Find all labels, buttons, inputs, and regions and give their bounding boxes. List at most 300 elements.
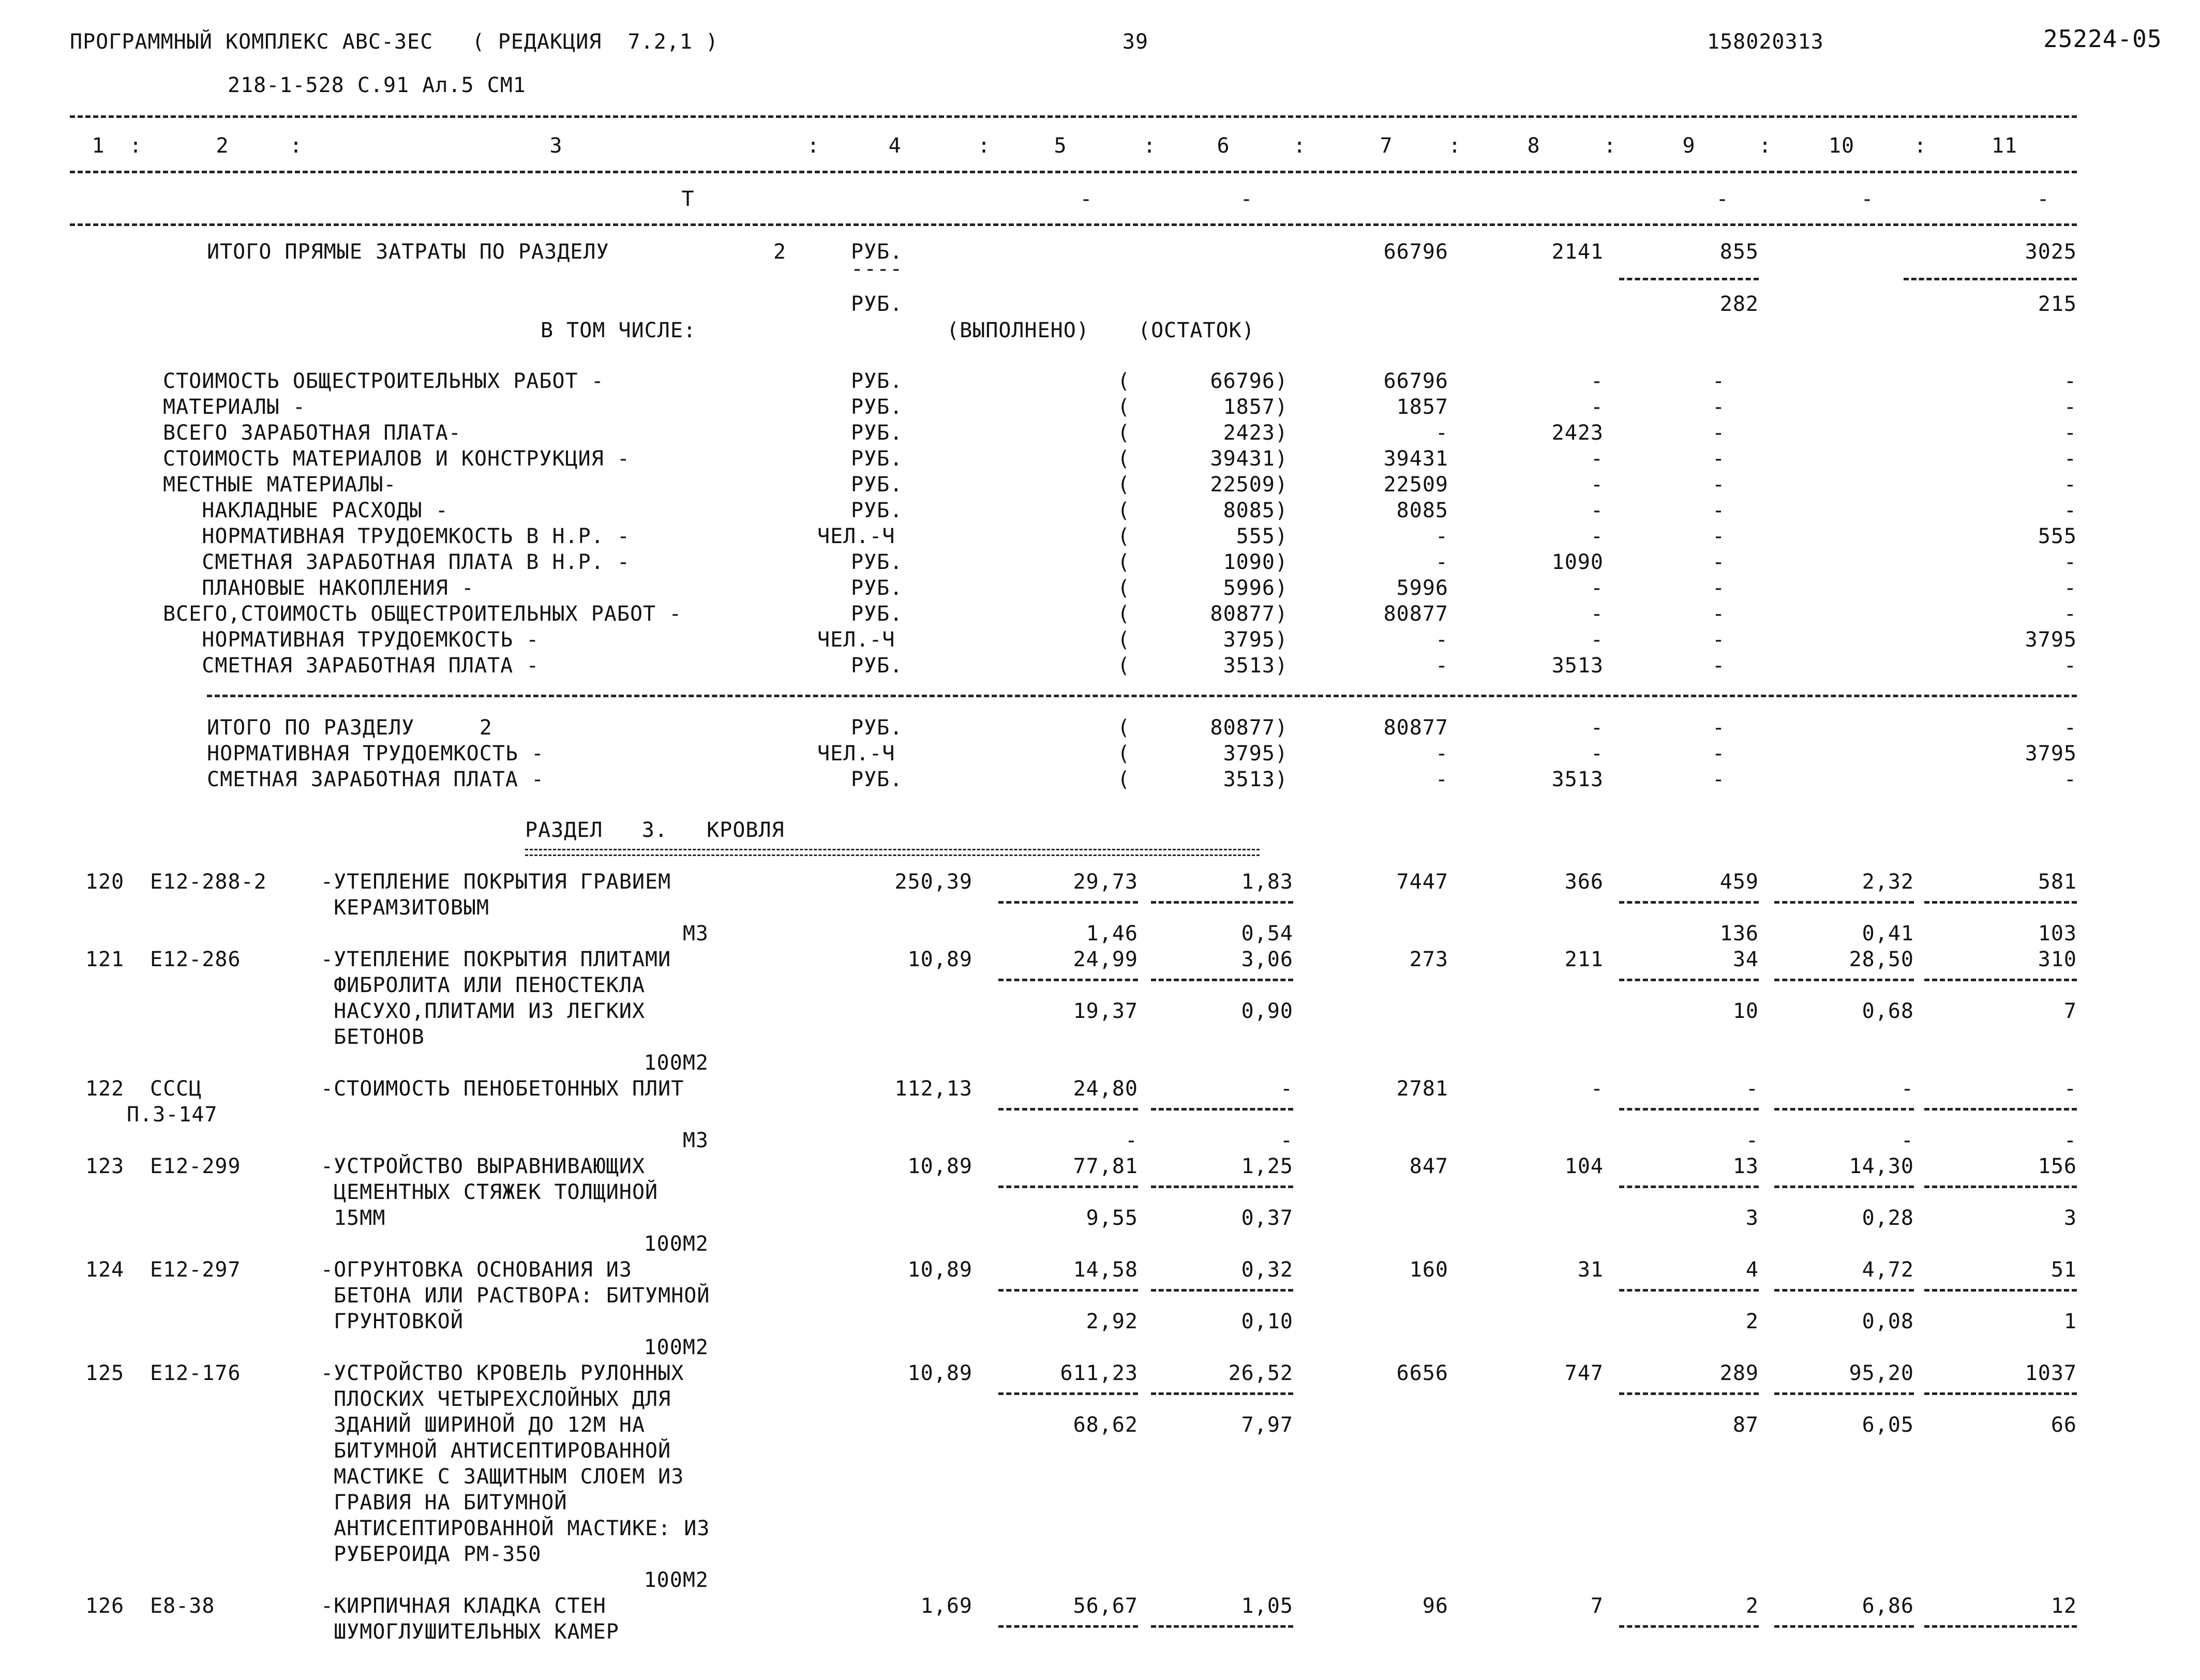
row-c7: -: [1435, 654, 1448, 678]
row-c11: -: [2063, 654, 2077, 678]
row-unit: РУБ.: [851, 576, 903, 600]
item-number: 125: [85, 1361, 125, 1385]
row-paren: (: [1117, 628, 1131, 652]
column-number: 3: [549, 134, 563, 158]
item-c7: 6656: [1396, 1361, 1448, 1385]
row-rest: 1857): [1223, 395, 1288, 419]
row-c8: -: [1590, 602, 1604, 626]
row-c9: -: [1712, 628, 1726, 652]
item-description: ЦЕМЕНТНЫХ СТЯЖЕК ТОЛЩИНОЙ: [321, 1180, 658, 1204]
rule: [1151, 1186, 1293, 1188]
row-unit: ЧЕЛ.-Ч: [817, 524, 895, 548]
item-description: БЕТОНОВ: [321, 1025, 425, 1049]
row-label: НАКЛАДНЫЕ РАСХОДЫ -: [163, 499, 448, 522]
row-unit: РУБ.: [851, 654, 903, 678]
program-header: ПРОГРАММНЫЙ КОМПЛЕКС АВС-3ЕС ( РЕДАКЦИЯ 7.2,1 ): [70, 30, 719, 54]
row-c11: -: [2063, 768, 2077, 791]
column-separator: :: [978, 134, 991, 158]
row-c11: 3795: [2025, 742, 2077, 766]
item-c6: -: [1280, 1077, 1293, 1101]
rule: [998, 1108, 1138, 1111]
item-quantity: 10,89: [907, 1154, 972, 1178]
item-c9: 289: [1719, 1361, 1759, 1385]
row-c8: -: [1590, 628, 1604, 652]
row-c7: 80877: [1383, 602, 1448, 626]
row-rest: 22509): [1210, 473, 1288, 497]
rule: [998, 1289, 1138, 1292]
item-c11: 51: [2051, 1258, 2077, 1282]
item-unit: 100М2: [643, 1568, 709, 1592]
rule: [998, 1392, 1138, 1395]
item-unit: М3: [682, 1129, 709, 1152]
item-description: ПЛОСКИХ ЧЕТЫРЕХСЛОЙНЫХ ДЛЯ: [321, 1387, 671, 1411]
item-code: СССЦ: [150, 1077, 202, 1101]
row-c8: -: [1590, 447, 1604, 471]
rule: [1924, 1625, 2077, 1628]
item-c10-secondary: 0,08: [1862, 1310, 1914, 1333]
type-mark-dash: -: [2037, 187, 2050, 211]
item-number: 122: [85, 1077, 125, 1101]
item-c11-secondary: 103: [2038, 922, 2077, 946]
row-c7: -: [1435, 421, 1448, 445]
rule: [1151, 1392, 1293, 1395]
row-rest: 555): [1236, 524, 1288, 548]
row-label: НОРМАТИВНАЯ ТРУДОЕМКОСТЬ -: [207, 742, 545, 766]
column-number: 9: [1682, 134, 1696, 158]
item-c11-secondary: -: [2063, 1129, 2077, 1152]
item-c6-secondary: 0,54: [1241, 922, 1293, 946]
column-separator: :: [1143, 134, 1157, 158]
column-separator: :: [1914, 134, 1927, 158]
row-c8: 3513: [1551, 654, 1604, 678]
item-c5: 14,58: [1073, 1258, 1138, 1282]
row-c9: -: [1712, 550, 1726, 574]
row-c8: -: [1590, 742, 1604, 766]
rule: [1774, 979, 1914, 981]
totals-unit-separator: ----: [851, 257, 903, 281]
item-c5-secondary: -: [1125, 1129, 1138, 1152]
row-rest: 3513): [1223, 654, 1288, 678]
totals-section: 2: [773, 240, 787, 264]
item-c5: 24,80: [1073, 1077, 1138, 1101]
item-c11-secondary: 3: [2063, 1206, 2077, 1230]
row-c9: -: [1712, 768, 1726, 791]
column-number: 5: [1054, 134, 1067, 158]
item-description: -УСТРОЙСТВО ВЫРАВНИВАЮЩИХ: [321, 1154, 646, 1178]
item-unit: 100М2: [643, 1336, 709, 1359]
item-c6-secondary: 0,90: [1241, 999, 1293, 1023]
item-number: 124: [85, 1258, 125, 1282]
row-c11: -: [2063, 369, 2077, 393]
item-number: 123: [85, 1154, 125, 1178]
document-subtitle: 218-1-528 С.91 Ал.5 СМ1: [228, 73, 526, 97]
row-label: СМЕТНАЯ ЗАРАБОТНАЯ ПЛАТА -: [163, 654, 540, 678]
rule: [1619, 1289, 1759, 1292]
item-quantity: 10,89: [907, 1258, 972, 1282]
row-paren: (: [1117, 654, 1131, 678]
row-c9: -: [1712, 369, 1726, 393]
item-number: 120: [85, 870, 125, 894]
item-description: ШУМОГЛУШИТЕЛЬНЫХ КАМЕР: [321, 1620, 619, 1644]
row-label: СМЕТНАЯ ЗАРАБОТНАЯ ПЛАТА В Н.Р. -: [163, 550, 630, 574]
row-c9: -: [1712, 654, 1726, 678]
rule: [1619, 1625, 1759, 1628]
item-c11: -: [2063, 1077, 2077, 1101]
column-number: 7: [1380, 134, 1393, 158]
rule: [1151, 1625, 1293, 1628]
item-c5: 24,99: [1073, 948, 1138, 971]
rule: [1924, 979, 2077, 981]
item-c8: 104: [1564, 1154, 1604, 1178]
row-paren: (: [1117, 602, 1131, 626]
row-c8: -: [1590, 473, 1604, 497]
row-c7: 22509: [1383, 473, 1448, 497]
document-number: 158020313: [1707, 30, 1824, 54]
item-description: МАСТИКЕ С ЗАЩИТНЫМ СЛОЕМ ИЗ: [321, 1465, 684, 1489]
rule: [998, 979, 1138, 981]
row-c11: -: [2063, 602, 2077, 626]
rule: [70, 115, 2077, 118]
row-paren: (: [1117, 473, 1131, 497]
section-underline: [525, 849, 1260, 856]
row-label: МЕСТНЫЕ МАТЕРИАЛЫ-: [163, 473, 397, 497]
item-c9: 2: [1745, 1594, 1759, 1618]
item-c5-secondary: 9,55: [1086, 1206, 1138, 1230]
item-description: АНТИСЕПТИРОВАННОЙ МАСТИКЕ: ИЗ: [321, 1517, 710, 1540]
rule: [1619, 1108, 1759, 1111]
rule: [1619, 278, 1759, 280]
totals-c8: 2141: [1551, 240, 1604, 264]
row-c11: -: [2063, 550, 2077, 574]
row-rest: 8085): [1223, 499, 1288, 522]
row-unit: РУБ.: [851, 602, 903, 626]
column-number: 1: [92, 134, 105, 158]
row-unit: РУБ.: [851, 395, 903, 419]
item-c9-secondary: 10: [1732, 999, 1759, 1023]
item-unit: 100М2: [643, 1232, 709, 1256]
item-c6-secondary: 0,10: [1241, 1310, 1293, 1333]
item-quantity: 1,69: [920, 1594, 972, 1618]
rule: [1774, 1392, 1914, 1395]
item-code: Е8-38: [150, 1594, 215, 1618]
row-c9: -: [1712, 421, 1726, 445]
item-quantity: 250,39: [894, 870, 972, 894]
item-code: Е12-299: [150, 1154, 241, 1178]
row-rest: 2423): [1223, 421, 1288, 445]
column-separator: :: [129, 134, 143, 158]
type-mark-dash: -: [1080, 187, 1093, 211]
row-unit: РУБ.: [851, 716, 903, 740]
item-quantity: 112,13: [894, 1077, 972, 1101]
row-label: ВСЕГО,СТОИМОСТЬ ОБЩЕСТРОИТЕЛЬНЫХ РАБОТ -: [163, 602, 682, 626]
row-c11: -: [2063, 716, 2077, 740]
item-c7: 96: [1422, 1594, 1448, 1618]
item-description: ЗДАНИЙ ШИРИНОЙ ДО 12М НА: [321, 1413, 646, 1437]
row-paren: (: [1117, 499, 1131, 522]
rule: [1619, 1392, 1759, 1395]
row-rest: 80877): [1210, 716, 1288, 740]
item-c11: 156: [2038, 1154, 2077, 1178]
item-description: -КИРПИЧНАЯ КЛАДКА СТЕН: [321, 1594, 606, 1618]
page-number: 39: [1122, 30, 1149, 54]
item-description: -УТЕПЛЕНИЕ ПОКРЫТИЯ ПЛИТАМИ: [321, 948, 671, 971]
row-c7: 5996: [1396, 576, 1448, 600]
item-c10: 14,30: [1849, 1154, 1914, 1178]
row-label: МАТЕРИАЛЫ -: [163, 395, 306, 419]
rule: [70, 223, 2077, 226]
item-c11-secondary: 1: [2063, 1310, 2077, 1333]
row-unit: ЧЕЛ.-Ч: [817, 742, 895, 766]
rule: [1774, 1625, 1914, 1628]
row-c8: 1090: [1551, 550, 1604, 574]
item-unit: 100М2: [643, 1051, 709, 1075]
row-label: СТОИМОСТЬ ОБЩЕСТРОИТЕЛЬНЫХ РАБОТ -: [163, 369, 604, 393]
rule: [1619, 1186, 1759, 1188]
row-paren: (: [1117, 576, 1131, 600]
item-number: 121: [85, 948, 125, 971]
row-paren: (: [1117, 716, 1131, 740]
row-paren: (: [1117, 550, 1131, 574]
item-c5: 29,73: [1073, 870, 1138, 894]
item-description: 15ММ: [321, 1206, 386, 1230]
item-c11: 12: [2051, 1594, 2077, 1618]
item-code: Е12-297: [150, 1258, 241, 1282]
rule: [1151, 901, 1293, 904]
document-code: 25224-05: [2043, 25, 2162, 53]
row-c11: -: [2063, 447, 2077, 471]
row-rest: 3513): [1223, 768, 1288, 791]
type-mark-dash: -: [1240, 187, 1253, 211]
row-c8: -: [1590, 576, 1604, 600]
row-label: СМЕТНАЯ ЗАРАБОТНАЯ ПЛАТА -: [207, 768, 545, 791]
row-c11: -: [2063, 576, 2077, 600]
rule: [998, 1186, 1138, 1188]
rule: [1904, 278, 2077, 280]
rule: [1924, 1392, 2077, 1395]
item-c9-secondary: 2: [1745, 1310, 1759, 1333]
rule: [1774, 1186, 1914, 1188]
column-separator: :: [1759, 134, 1772, 158]
totals-unit: РУБ.: [851, 240, 903, 264]
item-description: КЕРАМЗИТОВЫМ: [321, 896, 490, 920]
column-number: 6: [1217, 134, 1230, 158]
item-code: Е12-288-2: [150, 870, 267, 894]
row-c9: -: [1712, 716, 1726, 740]
row-c7: 39431: [1383, 447, 1448, 471]
rule: [1619, 901, 1759, 904]
item-c10: 95,20: [1849, 1361, 1914, 1385]
item-c5-secondary: 68,62: [1073, 1413, 1138, 1437]
item-code-2: П.3-147: [127, 1103, 218, 1127]
totals-c11-bottom: 215: [2038, 292, 2077, 316]
row-c9: -: [1712, 524, 1726, 548]
item-c8: 747: [1564, 1361, 1604, 1385]
row-unit: РУБ.: [851, 550, 903, 574]
row-c7: -: [1435, 550, 1448, 574]
row-paren: (: [1117, 742, 1131, 766]
item-c11: 581: [2038, 870, 2077, 894]
type-mark-dash: -: [1861, 187, 1874, 211]
item-description: -ОГРУНТОВКА ОСНОВАНИЯ ИЗ: [321, 1258, 632, 1282]
row-c8: 2423: [1551, 421, 1604, 445]
row-paren: (: [1117, 447, 1131, 471]
item-description: БЕТОНА ИЛИ РАСТВОРА: БИТУМНОЙ: [321, 1284, 710, 1308]
row-rest: 3795): [1223, 742, 1288, 766]
item-c7: 7447: [1396, 870, 1448, 894]
item-c10: 6,86: [1862, 1594, 1914, 1618]
item-c9-secondary: 136: [1719, 922, 1759, 946]
rule: [70, 171, 2077, 173]
item-c9-secondary: -: [1745, 1129, 1759, 1152]
rule: [998, 901, 1138, 904]
item-description: -УСТРОЙСТВО КРОВЕЛЬ РУЛОННЫХ: [321, 1361, 684, 1385]
row-c11: 3795: [2025, 628, 2077, 652]
item-c11: 1037: [2025, 1361, 2077, 1385]
item-c9-secondary: 87: [1732, 1413, 1759, 1437]
column-separator: :: [1448, 134, 1462, 158]
row-c8: -: [1590, 499, 1604, 522]
row-c9: -: [1712, 473, 1726, 497]
rule: [207, 695, 2077, 697]
type-mark: Т: [681, 187, 695, 211]
row-rest: 80877): [1210, 602, 1288, 626]
totals-c11: 3025: [2025, 240, 2077, 264]
row-c8: -: [1590, 524, 1604, 548]
item-c10: 2,32: [1862, 870, 1914, 894]
item-description: ФИБРОЛИТА ИЛИ ПЕНОСТЕКЛА: [321, 973, 646, 997]
row-c8: -: [1590, 716, 1604, 740]
item-c9: 4: [1745, 1258, 1759, 1282]
item-code: Е12-176: [150, 1361, 241, 1385]
totals-c7: 66796: [1383, 240, 1448, 264]
column-separator: :: [1604, 134, 1617, 158]
row-unit: РУБ.: [851, 473, 903, 497]
row-c11: 555: [2038, 524, 2077, 548]
row-c7: 8085: [1396, 499, 1448, 522]
row-c7: 1857: [1396, 395, 1448, 419]
item-c5-secondary: 19,37: [1073, 999, 1138, 1023]
row-label: СТОИМОСТЬ МАТЕРИАЛОВ И КОНСТРУКЦИЯ -: [163, 447, 630, 471]
row-c7: 66796: [1383, 369, 1448, 393]
rule: [1774, 1108, 1914, 1111]
item-c5-secondary: 1,46: [1086, 922, 1138, 946]
totals-unit-2: РУБ.: [851, 292, 903, 316]
rule: [1924, 1289, 2077, 1292]
row-label: ВСЕГО ЗАРАБОТНАЯ ПЛАТА-: [163, 421, 461, 445]
totals-c9-bottom: 282: [1719, 292, 1759, 316]
column-separator: :: [1293, 134, 1307, 158]
rule: [998, 1625, 1138, 1628]
item-c8: 31: [1577, 1258, 1604, 1282]
item-c6: 1,05: [1241, 1594, 1293, 1618]
column-number: 8: [1527, 134, 1540, 158]
item-description: ГРУНТОВКОЙ: [321, 1310, 463, 1333]
item-c9: 34: [1732, 948, 1759, 971]
row-c7: 80877: [1383, 716, 1448, 740]
item-c7: 847: [1409, 1154, 1448, 1178]
item-c6: 3,06: [1241, 948, 1293, 971]
item-c8: -: [1590, 1077, 1604, 1101]
rule: [1924, 1108, 2077, 1111]
done-label: (ВЫПОЛНЕНО): [947, 319, 1089, 342]
item-c5: 77,81: [1073, 1154, 1138, 1178]
row-unit: РУБ.: [851, 768, 903, 791]
row-label: НОРМАТИВНАЯ ТРУДОЕМКОСТЬ В Н.Р. -: [163, 524, 630, 548]
item-c9: 13: [1732, 1154, 1759, 1178]
item-c6: 1,83: [1241, 870, 1293, 894]
row-c9: -: [1712, 447, 1726, 471]
item-c11-secondary: 66: [2051, 1413, 2077, 1437]
rule: [1619, 979, 1759, 981]
section-title: РАЗДЕЛ 3. КРОВЛЯ: [525, 818, 785, 842]
item-c10-secondary: 0,68: [1862, 999, 1914, 1023]
totals-label: ИТОГО ПРЯМЫЕ ЗАТРАТЫ ПО РАЗДЕЛУ: [207, 240, 609, 264]
item-description: ГРАВИЯ НА БИТУМНОЙ: [321, 1491, 567, 1514]
item-c6-secondary: 7,97: [1241, 1413, 1293, 1437]
rule: [1924, 901, 2077, 904]
column-number: 11: [1991, 134, 2018, 158]
row-c7: -: [1435, 742, 1448, 766]
rest-label: (ОСТАТОК): [1138, 319, 1255, 342]
item-description: БИТУМНОЙ АНТИСЕПТИРОВАННОЙ: [321, 1439, 671, 1463]
item-c8: 366: [1564, 870, 1604, 894]
column-number: 2: [216, 134, 229, 158]
item-c10-secondary: -: [1900, 1129, 1914, 1152]
row-c7: -: [1435, 628, 1448, 652]
row-rest: 5996): [1223, 576, 1288, 600]
row-rest: 66796): [1210, 369, 1288, 393]
item-number: 126: [85, 1594, 125, 1618]
row-label: ИТОГО ПО РАЗДЕЛУ 2: [207, 716, 492, 740]
item-c9: -: [1745, 1077, 1759, 1101]
column-separator: :: [807, 134, 820, 158]
row-c7: -: [1435, 768, 1448, 791]
item-c10: 28,50: [1849, 948, 1914, 971]
rule: [1151, 979, 1293, 981]
item-unit: М3: [682, 922, 709, 946]
row-paren: (: [1117, 369, 1131, 393]
row-unit: РУБ.: [851, 499, 903, 522]
item-quantity: 10,89: [907, 948, 972, 971]
row-c9: -: [1712, 395, 1726, 419]
row-c11: -: [2063, 421, 2077, 445]
row-c9: -: [1712, 499, 1726, 522]
row-c8: -: [1590, 369, 1604, 393]
item-c5: 56,67: [1073, 1594, 1138, 1618]
item-c7: 273: [1409, 948, 1448, 971]
row-paren: (: [1117, 421, 1131, 445]
row-label: НОРМАТИВНАЯ ТРУДОЕМКОСТЬ -: [163, 628, 540, 652]
type-mark-dash: -: [1716, 187, 1729, 211]
item-c9: 459: [1719, 870, 1759, 894]
rule: [1151, 1108, 1293, 1111]
item-c5: 611,23: [1060, 1361, 1138, 1385]
totals-c9: 855: [1719, 240, 1759, 264]
row-unit: ЧЕЛ.-Ч: [817, 628, 895, 652]
item-c11-secondary: 7: [2063, 999, 2077, 1023]
item-c6: 1,25: [1241, 1154, 1293, 1178]
item-description: -УТЕПЛЕНИЕ ПОКРЫТИЯ ГРАВИЕМ: [321, 870, 671, 894]
item-c11: 310: [2038, 948, 2077, 971]
row-c9: -: [1712, 576, 1726, 600]
item-c7: 2781: [1396, 1077, 1448, 1101]
item-c8: 7: [1590, 1594, 1604, 1618]
item-c8: 211: [1564, 948, 1604, 971]
rule: [1774, 1289, 1914, 1292]
column-number: 10: [1828, 134, 1855, 158]
item-c9-secondary: 3: [1745, 1206, 1759, 1230]
row-paren: (: [1117, 395, 1131, 419]
